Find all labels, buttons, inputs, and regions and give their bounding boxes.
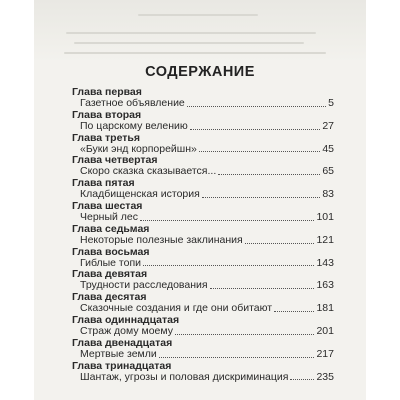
dot-leader (218, 174, 320, 175)
page-number: 181 (316, 302, 334, 315)
toc-chapter (72, 269, 334, 292)
chapter-title: Страж дому моему (80, 324, 173, 337)
dot-leader (190, 129, 321, 130)
toc-entry (80, 121, 334, 133)
table-of-contents (72, 87, 334, 383)
dot-leader (159, 357, 315, 358)
chapter-title: Трудности расследования (80, 279, 208, 292)
dot-leader (274, 311, 314, 312)
page-number: 121 (316, 233, 334, 246)
chapter-title: Мертвые земли (80, 347, 157, 360)
toc-chapter (72, 338, 334, 361)
toc-chapter (72, 201, 334, 224)
page-title: СОДЕРЖАНИЕ (145, 64, 255, 80)
dot-leader (210, 288, 315, 289)
chapter-label: Глава тринадцатая (72, 359, 172, 372)
toc-entry (80, 349, 334, 361)
chapter-title: Скоро сказка сказывается... (80, 165, 217, 178)
chapter-label: Глава десятая (72, 291, 147, 304)
chapter-label: Глава двенадцатая (72, 336, 173, 349)
chapter-title: Сказочные создания и где они обитают (80, 302, 273, 315)
chapter-title: Некоторые полезные заклинания (80, 233, 243, 246)
toc-chapter (72, 133, 334, 156)
page-number: 5 (328, 97, 334, 109)
toc-chapter (72, 178, 334, 201)
toc-chapter (72, 292, 334, 315)
page-number: 65 (322, 165, 334, 178)
chapter-title: Шантаж, угрозы и половая дискриминация (80, 370, 289, 383)
dot-leader (140, 220, 314, 221)
chapter-label: Глава первая (72, 86, 142, 98)
chapter-title: «Буки энд корпорейшн» (80, 142, 197, 155)
dot-leader (187, 106, 326, 107)
page-number: 45 (322, 142, 334, 155)
chapter-label: Глава третья (72, 131, 140, 144)
chapter-title: Кладбищенская история (80, 188, 200, 201)
toc-entry (80, 235, 334, 247)
dot-leader (143, 265, 314, 266)
chapter-title: Газетное объявление (80, 97, 185, 109)
page-number: 217 (316, 347, 334, 360)
toc-chapter (72, 247, 334, 270)
page-number: 143 (316, 256, 334, 269)
toc-chapter (72, 224, 334, 247)
dot-leader (202, 197, 321, 198)
toc-entry (80, 212, 334, 224)
chapter-label: Глава восьмая (72, 245, 150, 258)
page-number: 163 (316, 279, 334, 292)
toc-chapter (72, 155, 334, 178)
chapter-label: Глава девятая (72, 268, 148, 281)
chapter-label: Глава шестая (72, 199, 143, 212)
toc-entry (80, 326, 334, 338)
chapter-label: Глава пятая (72, 177, 135, 190)
dot-leader (290, 379, 314, 380)
page-number: 201 (316, 324, 334, 337)
chapter-label: Глава одиннадцатая (72, 313, 180, 326)
book-page (34, 0, 366, 400)
chapter-label: Глава вторая (72, 108, 142, 121)
chapter-title: Гиблые топи (80, 256, 142, 269)
dot-leader (199, 151, 320, 152)
bleed-through-text (34, 0, 366, 62)
dot-leader (245, 243, 315, 244)
toc-chapter (72, 315, 334, 338)
toc-chapter (72, 87, 334, 110)
page-number: 235 (316, 370, 334, 383)
chapter-label: Глава седьмая (72, 222, 150, 235)
toc-chapter (72, 361, 334, 384)
chapter-title: По царскому велению (80, 119, 188, 132)
toc-chapter (72, 110, 334, 133)
page-number: 27 (322, 119, 334, 132)
toc-entry (80, 372, 334, 384)
chapter-label: Глава четвертая (72, 154, 158, 167)
dot-leader (175, 334, 315, 335)
chapter-title: Черный лес (80, 210, 139, 223)
page-number: 101 (316, 210, 334, 223)
page-number: 83 (322, 188, 334, 201)
